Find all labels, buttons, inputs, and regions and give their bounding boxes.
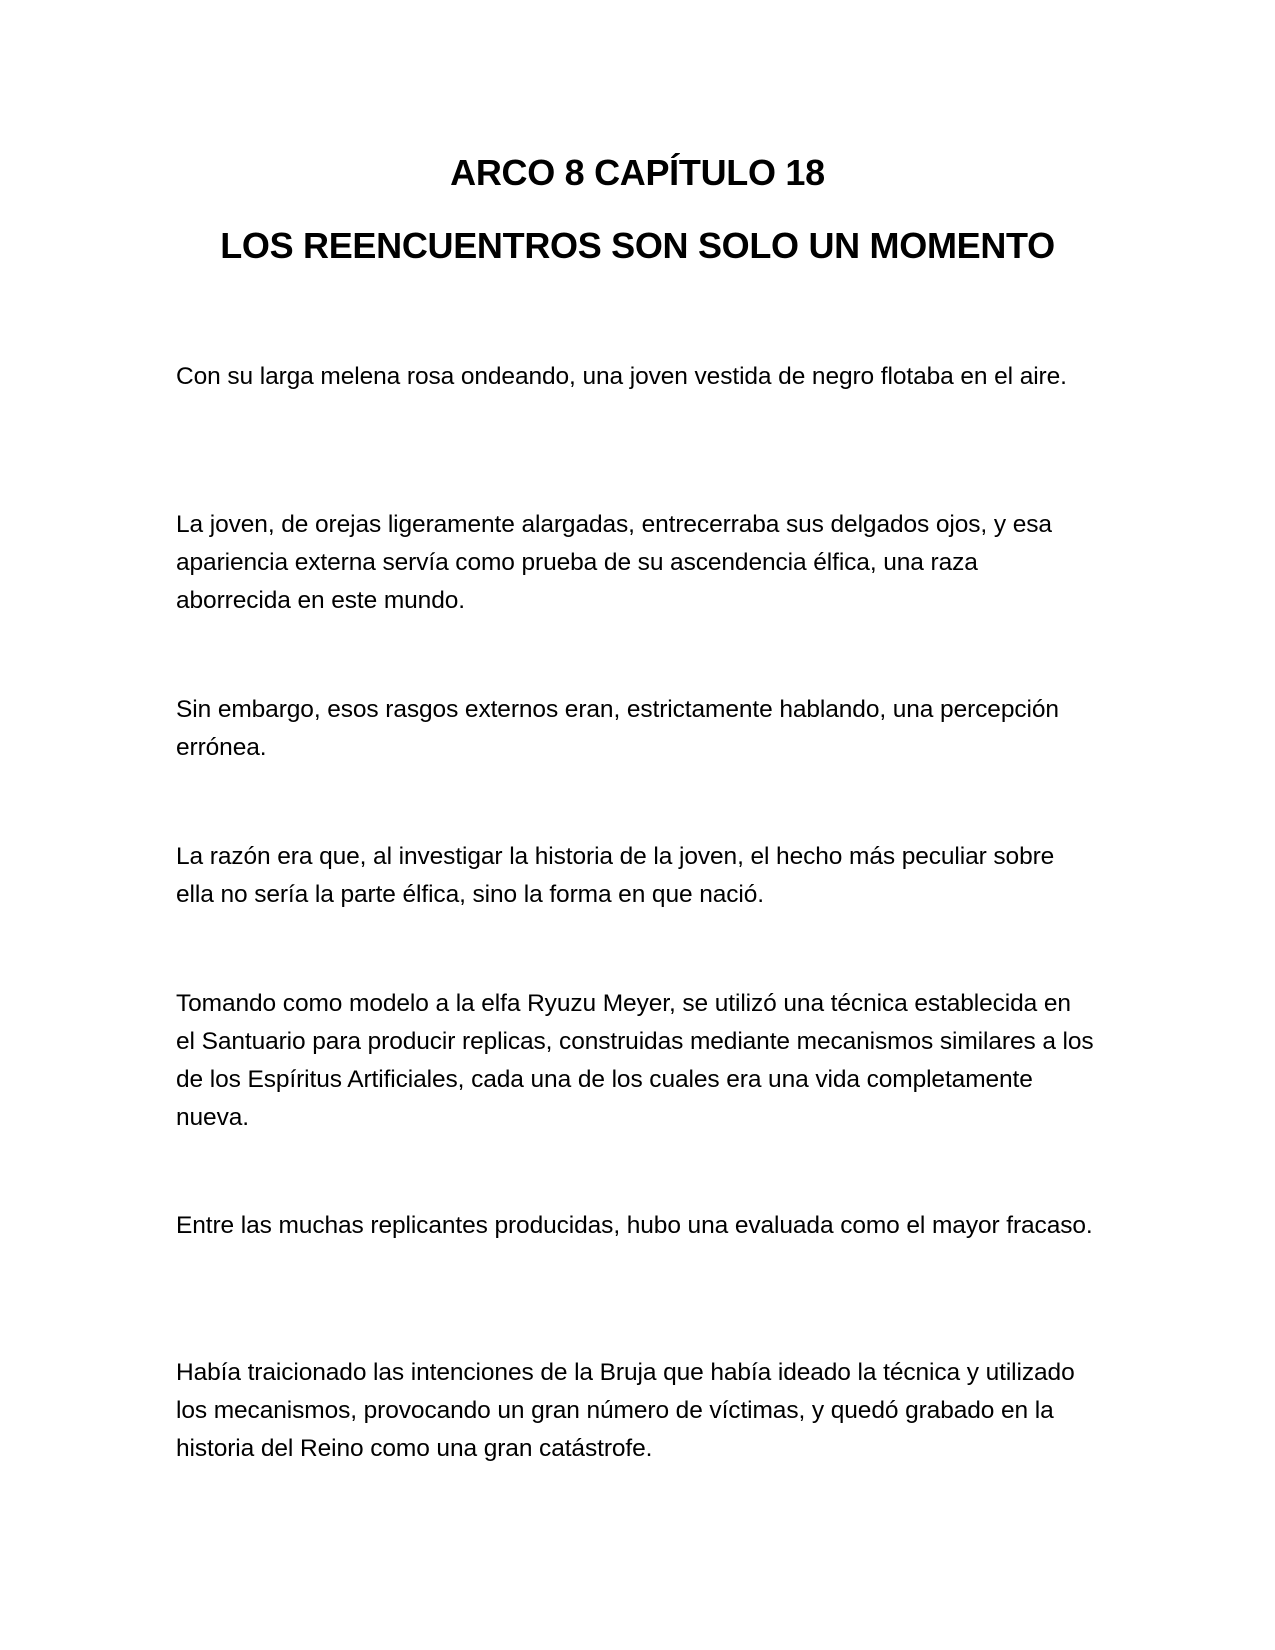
chapter-title: ARCO 8 CAPÍTULO 18 bbox=[450, 152, 825, 193]
paragraph: Había traicionado las intenciones de la Bruja que había ideado la técnica y utilizado los mecanismos, provocando un gran número de víctimas, y quedó grabado en la historia del Reino como una gran catástrofe. bbox=[176, 1359, 1075, 1462]
paragraph: Sin embargo, esos rasgos externos eran, estrictamente hablando, una percepción errónea. bbox=[176, 696, 1059, 761]
paragraph: Con su larga melena rosa ondeando, una joven vestida de negro flotaba en el aire. bbox=[176, 363, 1067, 390]
paragraph: La joven, de orejas ligeramente alargadas, entrecerraba sus delgados ojos, y esa apariencia externa servía como prueba de su ascendencia élfica, una raza aborrecida en este mundo. bbox=[176, 511, 1052, 614]
paragraph: Tomando como modelo a la elfa Ryuzu Meyer, se utilizó una técnica establecida en el Santuario para producir replicas, construidas mediante mecanismos similares a los de los Espíritus Artificiales, cada una de los cuales era una vida completamente nueva. bbox=[176, 990, 1094, 1131]
paragraph: Entre las muchas replicantes producidas, hubo una evaluada como el mayor fracaso. bbox=[176, 1212, 1093, 1239]
paragraph: La razón era que, al investigar la historia de la joven, el hecho más peculiar sobre ella no sería la parte élfica, sino la forma en que nació. bbox=[176, 843, 1055, 908]
chapter-subtitle: LOS REENCUENTROS SON SOLO UN MOMENTO bbox=[220, 225, 1055, 266]
